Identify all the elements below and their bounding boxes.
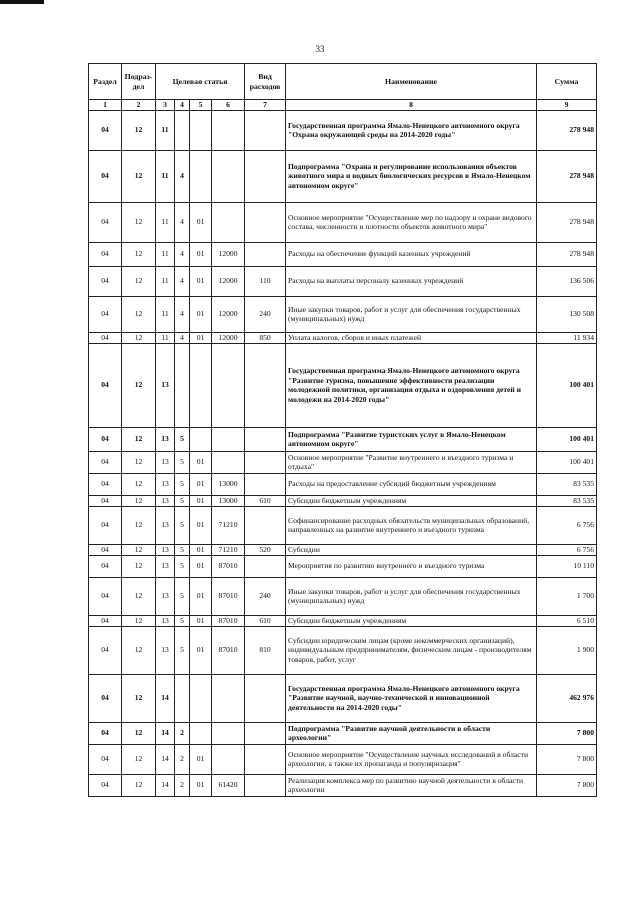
table-row [89, 577, 597, 615]
item-name: Государственная программа Ямало-Ненецкого автономного округа "Развитие научной, научно-технической и инновационной деятельности на 2014-2020 годы" [286, 674, 537, 722]
header-section: Раздел [89, 64, 122, 100]
event-code: 01 [190, 544, 212, 555]
program-code: 13 [156, 427, 175, 451]
section-code: 04 [89, 544, 122, 555]
expense-type-code: 610 [245, 495, 286, 506]
program-code: 13 [156, 626, 175, 674]
item-sum: 10 110 [537, 555, 597, 577]
program-code: 13 [156, 577, 175, 615]
table-row [89, 544, 597, 555]
expense-type-code [245, 722, 286, 744]
subsection-code: 12 [122, 296, 156, 332]
item-name: Подпрограмма "Развитие научной деятельности в области археологии" [286, 722, 537, 744]
program-code: 13 [156, 451, 175, 473]
subprogram-code [175, 674, 190, 722]
section-code: 04 [89, 427, 122, 451]
section-code: 04 [89, 615, 122, 626]
program-code: 11 [156, 242, 175, 266]
item-name: Мероприятия по развитию внутреннего и въездного туризма [286, 555, 537, 577]
table-row [89, 427, 597, 451]
table-row [89, 495, 597, 506]
table-row [89, 473, 597, 495]
subsection-code: 12 [122, 615, 156, 626]
event-code: 01 [190, 744, 212, 774]
column-number: 2 [122, 100, 156, 111]
subprogram-code [175, 343, 190, 427]
header-name: Наименование [286, 64, 537, 100]
event-code [190, 722, 212, 744]
program-code: 13 [156, 506, 175, 544]
item-name: Иные закупки товаров, работ и услуг для обеспечения государственных (муниципальных) нужд [286, 296, 537, 332]
item-sum: 6 756 [537, 544, 597, 555]
item-name: Государственная программа Ямало-Ненецкого автономного округа "Охрана окружающей среды на 2014-2020 годы" [286, 110, 537, 150]
direction-code: 61420 [212, 774, 245, 796]
header-sum: Сумма [537, 64, 597, 100]
item-name: Расходы на предоставление субсидий бюджетным учреждениям [286, 473, 537, 495]
subsection-code: 12 [122, 495, 156, 506]
section-code: 04 [89, 266, 122, 296]
direction-code: 87010 [212, 615, 245, 626]
expense-type-code: 240 [245, 296, 286, 332]
expense-type-code: 520 [245, 544, 286, 555]
section-code: 04 [89, 242, 122, 266]
item-name: Расходы на обеспечение функций казенных учреждений [286, 242, 537, 266]
item-sum: 462 976 [537, 674, 597, 722]
event-code: 01 [190, 495, 212, 506]
expense-type-code [245, 427, 286, 451]
event-code: 01 [190, 626, 212, 674]
direction-code: 13000 [212, 495, 245, 506]
section-code: 04 [89, 744, 122, 774]
direction-code [212, 451, 245, 473]
expense-type-code [245, 242, 286, 266]
direction-code: 87010 [212, 555, 245, 577]
header-target-article: Целевая статья [156, 64, 245, 100]
item-sum: 278 948 [537, 202, 597, 242]
program-code: 13 [156, 343, 175, 427]
item-sum: 100 401 [537, 427, 597, 451]
expense-type-code: 240 [245, 577, 286, 615]
program-code: 14 [156, 744, 175, 774]
subprogram-code [175, 110, 190, 150]
direction-code [212, 722, 245, 744]
direction-code: 87010 [212, 577, 245, 615]
item-name: Основное мероприятие "Развитие внутреннего и въездного туризма и отдыха" [286, 451, 537, 473]
column-number: 9 [537, 100, 597, 111]
column-number: 3 [156, 100, 175, 111]
column-number: 7 [245, 100, 286, 111]
item-name: Иные закупки товаров, работ и услуг для обеспечения государственных (муниципальных) нужд [286, 577, 537, 615]
program-code: 13 [156, 544, 175, 555]
subsection-code: 12 [122, 110, 156, 150]
event-code [190, 150, 212, 202]
scan-corner-mark [0, 0, 44, 4]
table-row [89, 722, 597, 744]
subsection-code: 12 [122, 202, 156, 242]
program-code: 13 [156, 555, 175, 577]
budget-rows [89, 110, 597, 796]
item-name: Расходы на выплаты персоналу казенных учреждений [286, 266, 537, 296]
subsection-code: 12 [122, 555, 156, 577]
item-name: Подпрограмма "Развитие туристских услуг в Ямало-Ненецком автономном округе" [286, 427, 537, 451]
item-name: Субсидии юридическим лицам (кроме некоммерческих организаций), индивидуальным предпринимателям, физическим лицам - производителям товаров, работ, услуг [286, 626, 537, 674]
expense-type-code [245, 744, 286, 774]
subsection-code: 12 [122, 722, 156, 744]
direction-code: 87010 [212, 626, 245, 674]
subprogram-code: 4 [175, 150, 190, 202]
expense-type-code [245, 674, 286, 722]
expense-type-code [245, 506, 286, 544]
item-name: Софинансирование расходных обязательств муниципальных образований, направленных на развитие внутреннего и въездного туризма [286, 506, 537, 544]
table-row [89, 744, 597, 774]
direction-code: 12000 [212, 266, 245, 296]
program-code: 11 [156, 266, 175, 296]
section-code: 04 [89, 577, 122, 615]
item-sum: 7 800 [537, 722, 597, 744]
item-sum: 7 800 [537, 744, 597, 774]
event-code: 01 [190, 296, 212, 332]
program-code: 14 [156, 774, 175, 796]
section-code: 04 [89, 506, 122, 544]
column-number: 8 [286, 100, 537, 111]
table-row [89, 506, 597, 544]
item-sum: 130 508 [537, 296, 597, 332]
expense-type-code [245, 473, 286, 495]
page-number: 33 [315, 44, 325, 54]
event-code: 01 [190, 506, 212, 544]
program-code: 11 [156, 332, 175, 343]
subsection-code: 12 [122, 774, 156, 796]
subsection-code: 12 [122, 451, 156, 473]
subprogram-code: 4 [175, 332, 190, 343]
subprogram-code: 5 [175, 555, 190, 577]
table-row [89, 626, 597, 674]
table-row [89, 674, 597, 722]
table-row [89, 615, 597, 626]
expense-type-code [245, 110, 286, 150]
subsection-code: 12 [122, 150, 156, 202]
item-name: Основное мероприятие "Осуществление научных исследований в области археологии, а также их пропаганда и популяризация" [286, 744, 537, 774]
event-code: 01 [190, 242, 212, 266]
item-sum: 83 535 [537, 473, 597, 495]
direction-code [212, 150, 245, 202]
direction-code: 13000 [212, 473, 245, 495]
header-expense-type: Вид расходов [245, 64, 286, 100]
event-code: 01 [190, 555, 212, 577]
direction-code [212, 202, 245, 242]
section-code: 04 [89, 774, 122, 796]
subsection-code: 12 [122, 343, 156, 427]
subsection-code: 12 [122, 473, 156, 495]
subprogram-code: 4 [175, 296, 190, 332]
subsection-code: 12 [122, 544, 156, 555]
section-code: 04 [89, 674, 122, 722]
table-row [89, 555, 597, 577]
direction-code [212, 427, 245, 451]
item-name: Государственная программа Ямало-Ненецкого автономного округа "Развитие туризма, повышение эффективности реализации молодежной политики, организация отдыха и оздоровления детей и молодежи на 2014-2020 годы" [286, 343, 537, 427]
item-sum: 83 535 [537, 495, 597, 506]
section-code: 04 [89, 332, 122, 343]
item-sum: 278 948 [537, 110, 597, 150]
section-code: 04 [89, 473, 122, 495]
event-code: 01 [190, 266, 212, 296]
item-sum: 100 401 [537, 451, 597, 473]
section-code: 04 [89, 343, 122, 427]
column-number: 5 [190, 100, 212, 111]
column-number: 1 [89, 100, 122, 111]
program-code: 13 [156, 495, 175, 506]
subsection-code: 12 [122, 744, 156, 774]
program-code: 13 [156, 615, 175, 626]
header-subsection: Подраз- дел [122, 64, 156, 100]
section-code: 04 [89, 150, 122, 202]
expense-type-code [245, 451, 286, 473]
program-code: 11 [156, 150, 175, 202]
item-sum: 7 800 [537, 774, 597, 796]
item-name: Уплата налогов, сборов и иных платежей [286, 332, 537, 343]
program-code: 13 [156, 473, 175, 495]
event-code: 01 [190, 774, 212, 796]
expense-type-code [245, 202, 286, 242]
direction-code [212, 674, 245, 722]
item-sum: 6 510 [537, 615, 597, 626]
program-code: 14 [156, 722, 175, 744]
subprogram-code: 4 [175, 266, 190, 296]
expense-type-code [245, 774, 286, 796]
subprogram-code: 2 [175, 744, 190, 774]
item-sum: 1 900 [537, 626, 597, 674]
table-row [89, 266, 597, 296]
subsection-code: 12 [122, 427, 156, 451]
event-code: 01 [190, 473, 212, 495]
subprogram-code: 5 [175, 473, 190, 495]
event-code [190, 110, 212, 150]
item-name: Субсидии бюджетным учреждениям [286, 615, 537, 626]
direction-code: 12000 [212, 242, 245, 266]
item-sum: 6 756 [537, 506, 597, 544]
direction-code [212, 343, 245, 427]
subsection-code: 12 [122, 674, 156, 722]
section-code: 04 [89, 296, 122, 332]
subprogram-code: 2 [175, 774, 190, 796]
direction-code: 71210 [212, 544, 245, 555]
subprogram-code: 4 [175, 242, 190, 266]
event-code: 01 [190, 577, 212, 615]
section-code: 04 [89, 495, 122, 506]
item-name: Основное мероприятие "Осуществление мер по надзору и охране видового состава, численности и плотности объектов животного мира" [286, 202, 537, 242]
event-code [190, 343, 212, 427]
subsection-code: 12 [122, 626, 156, 674]
event-code [190, 427, 212, 451]
item-sum: 11 934 [537, 332, 597, 343]
direction-code: 71210 [212, 506, 245, 544]
section-code: 04 [89, 626, 122, 674]
subsection-code: 12 [122, 242, 156, 266]
expense-type-code: 850 [245, 332, 286, 343]
subprogram-code: 5 [175, 451, 190, 473]
program-code: 11 [156, 202, 175, 242]
direction-code [212, 110, 245, 150]
table-row [89, 774, 597, 796]
program-code: 11 [156, 296, 175, 332]
subprogram-code: 5 [175, 506, 190, 544]
table-row [89, 296, 597, 332]
item-name: Подпрограмма "Охрана и регулирование использования объектов животного мира и водных биологических ресурсов в Ямало-Ненецком автономном округе" [286, 150, 537, 202]
item-sum: 136 506 [537, 266, 597, 296]
column-number: 6 [212, 100, 245, 111]
event-code [190, 674, 212, 722]
subprogram-code: 5 [175, 577, 190, 615]
section-code: 04 [89, 202, 122, 242]
table-row [89, 451, 597, 473]
table-row [89, 242, 597, 266]
item-name: Субсидии [286, 544, 537, 555]
section-code: 04 [89, 722, 122, 744]
subprogram-code: 4 [175, 202, 190, 242]
subsection-code: 12 [122, 506, 156, 544]
subprogram-code: 5 [175, 626, 190, 674]
section-code: 04 [89, 555, 122, 577]
program-code: 14 [156, 674, 175, 722]
table-row [89, 150, 597, 202]
expense-type-code: 610 [245, 615, 286, 626]
subprogram-code: 2 [175, 722, 190, 744]
table-row [89, 332, 597, 343]
expense-type-code [245, 150, 286, 202]
event-code: 01 [190, 202, 212, 242]
column-number-row [89, 100, 597, 111]
subprogram-code: 5 [175, 544, 190, 555]
budget-table [88, 63, 597, 797]
event-code: 01 [190, 332, 212, 343]
expense-type-code [245, 555, 286, 577]
item-sum: 100 401 [537, 343, 597, 427]
table-row [89, 343, 597, 427]
direction-code [212, 744, 245, 774]
section-code: 04 [89, 110, 122, 150]
direction-code: 12000 [212, 296, 245, 332]
section-code: 04 [89, 451, 122, 473]
event-code: 01 [190, 451, 212, 473]
item-sum: 278 948 [537, 242, 597, 266]
column-number: 4 [175, 100, 190, 111]
event-code: 01 [190, 615, 212, 626]
table-row [89, 110, 597, 150]
item-name: Субсидии бюджетным учреждениям [286, 495, 537, 506]
item-name: Реализация комплекса мер по развитию научной деятельности в области археологии [286, 774, 537, 796]
program-code: 11 [156, 110, 175, 150]
table-row [89, 202, 597, 242]
direction-code: 12000 [212, 332, 245, 343]
expense-type-code: 110 [245, 266, 286, 296]
expense-type-code [245, 343, 286, 427]
item-sum: 1 700 [537, 577, 597, 615]
subsection-code: 12 [122, 577, 156, 615]
subprogram-code: 5 [175, 615, 190, 626]
subsection-code: 12 [122, 266, 156, 296]
subprogram-code: 5 [175, 427, 190, 451]
expense-type-code: 810 [245, 626, 286, 674]
subsection-code: 12 [122, 332, 156, 343]
item-sum: 278 948 [537, 150, 597, 202]
subprogram-code: 5 [175, 495, 190, 506]
